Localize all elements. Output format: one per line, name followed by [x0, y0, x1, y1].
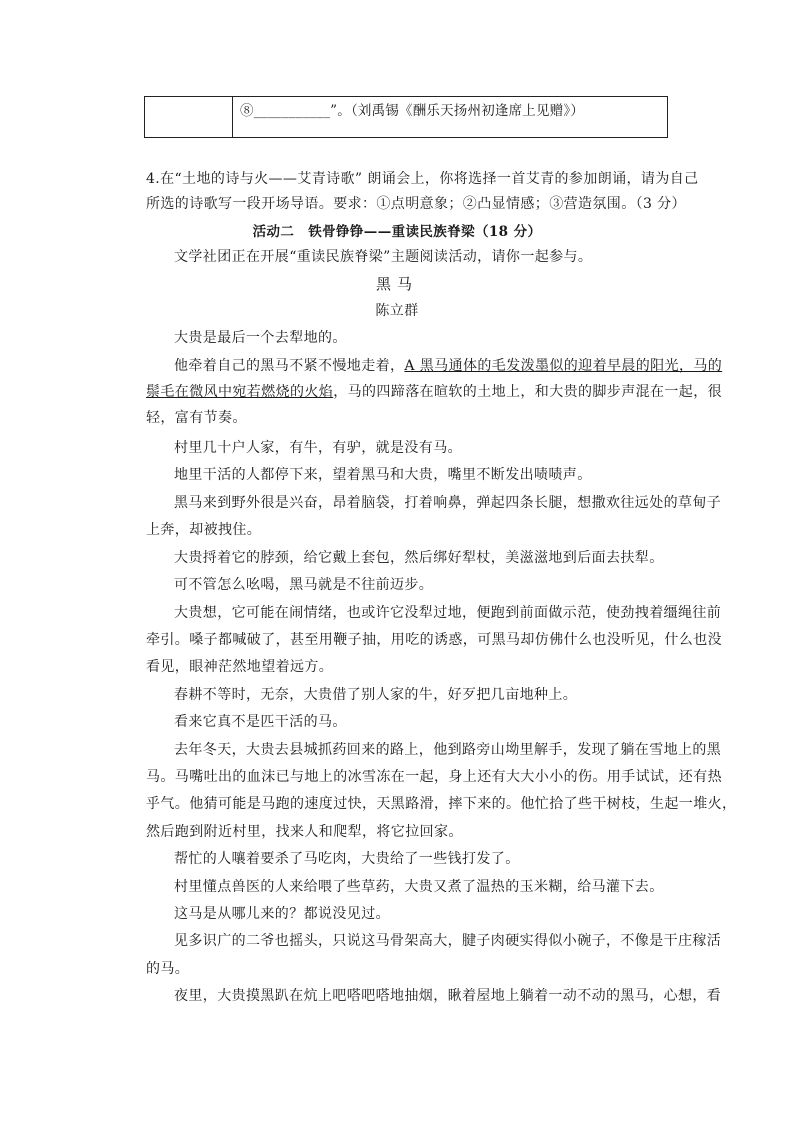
story-line: 夜里，大贵摸黑趴在炕上吧嗒吧嗒地抽烟，瞅着屋地上躺着一动不动的黑马，心想，看 — [174, 988, 722, 1004]
underlined-sentence-a-cont: 鬃毛在微风中宛若燃烧的火焰 — [146, 384, 334, 400]
story-line: 大贵是最后一个去犁地的。 — [174, 330, 347, 346]
story-author: 陈立群 — [375, 303, 419, 319]
story-line: 村里几十户人家，有牛，有驴，就是没有马。 — [174, 440, 462, 456]
answer-table-row — [144, 96, 668, 138]
story-text: 他牵着自己的黑马不紧不慢地走着， — [174, 358, 405, 374]
story-line: 见多识广的二爷也摇头，只说这马骨架高大，腱子肉硬实得似小碗子，不像是干庄稼活 — [174, 933, 722, 949]
story-line: 可不管怎么吆喝，黑马就是不往前迈步。 — [174, 577, 434, 593]
story-line: 牵引。嗓子都喊破了，甚至用鞭子抽，用吃的诱惑，可黑马却仿佛什么也没听见，什么也没 — [146, 632, 722, 648]
story-text: ，马的四蹄落在暄软的土地上，和大贵的脚步声混在一起，很 — [333, 384, 723, 400]
story-line: 上奔，却被拽住。 — [146, 522, 262, 538]
story-line: 轻，富有节奏。 — [146, 410, 247, 426]
story-line: 帮忙的人嚷着要杀了马吃肉，大贵给了一些钱打发了。 — [174, 851, 520, 867]
story-line: 大贵捋着它的脖颈，给它戴上套包，然后绑好犁杖，美滋滋地到后面去扶犁。 — [174, 550, 664, 566]
story-line — [146, 355, 722, 375]
table-left-cell — [145, 97, 233, 137]
story-line: 看来它真不是匹干活的马。 — [174, 714, 347, 730]
story-line: 黑马来到野外很是兴奋，昂着脑袋，打着响鼻，弹起四条长腿，想撒欢往远处的草甸子 — [174, 495, 722, 511]
story-line: 村里懂点兽医的人来给喂了些草药，大贵又煮了温热的玉米糊，给马灌下去。 — [174, 879, 664, 895]
question4-line1: 4.在“土地的诗与火——艾青诗歌” 朗诵会上，你将选择一首艾青的参加朗诵，请为自己 — [146, 171, 699, 187]
story-line: 乎气。他猜可能是马跑的速度过快，天黑路滑，摔下来的。他忙拾了些干树枝，生起一堆火， — [146, 796, 737, 812]
activity2-heading: 活动二 铁骨铮铮——重读民族脊梁（18 分） — [252, 224, 542, 240]
underlined-sentence-a: A 黑马通体的毛发泼墨似的迎着早晨的阳光，马的 — [404, 358, 723, 374]
story-line: 的马。 — [146, 961, 190, 977]
story-line: 这马是从哪儿来的？都说没见过。 — [174, 906, 390, 922]
story-line: 地里干活的人都停下来，望着黑马和大贵，嘴里不断发出啧啧声。 — [174, 467, 592, 483]
activity2-intro: 文学社团正在开展“重读民族脊梁”主题阅读活动，请你一起参与。 — [174, 249, 593, 265]
story-line: 春耕不等时，无奈，大贵借了别人家的牛，好歹把几亩地种上。 — [174, 687, 578, 703]
story-title: 黑马 — [375, 275, 418, 293]
story-line: 马。马嘴吐出的血沫已与地上的冰雪冻在一起，身上还有大大小小的伤。用手试试，还有热 — [146, 769, 722, 785]
story-line: 然后跑到附近村里，找来人和爬犁，将它拉回家。 — [146, 824, 463, 840]
table-right-cell: ⑧___________”。（刘禹锡《酬乐天扬州初逢席上见赠》） — [240, 103, 585, 119]
question4-line2: 所选的诗歌写一段开场导语。要求：①点明意象；②凸显情感；③营造氛围。（3 分） — [146, 196, 686, 212]
story-line: 去年冬天，大贵去县城抓药回来的路上，他到路旁山坳里解手，发现了躺在雪地上的黑 — [174, 742, 722, 758]
story-line: 看见，眼神茫然地望着远方。 — [146, 659, 334, 675]
story-line — [146, 381, 722, 401]
story-line: 大贵想，它可能在闹情绪，也或许它没犁过地，便跑到前面做示范，使劲拽着缰绳往前 — [174, 605, 722, 621]
